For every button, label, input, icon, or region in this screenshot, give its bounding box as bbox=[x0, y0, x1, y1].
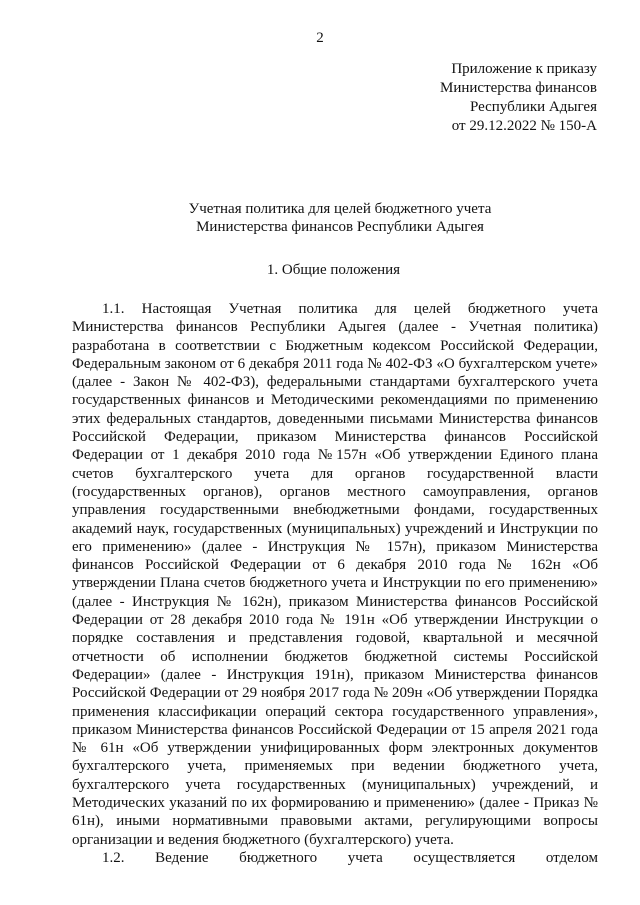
page-number: 2 bbox=[316, 30, 324, 46]
document-title-line: Учетная политика для целей бюджетного учета bbox=[188, 201, 492, 217]
appendix-line: Министерства финансов bbox=[440, 80, 597, 96]
paragraph-1-2: 1.2. Ведение бюджетного учета осуществляется отделом bbox=[102, 849, 598, 866]
section-heading: 1. Общие положения bbox=[266, 262, 401, 278]
appendix-line: от 29.12.2022 № 150-А bbox=[451, 118, 597, 134]
appendix-line: Республики Адыгея bbox=[469, 99, 597, 115]
document-body bbox=[72, 300, 598, 867]
appendix-block bbox=[440, 60, 597, 136]
document-title bbox=[0, 200, 640, 236]
paragraph-1-1: 1.1. Настоящая Учетная политика для целей бюджетного учета Министерства финансов Республики Адыгея (далее - Учетная политика) разработана в соответствии с Бюджетным кодексом Российской Федерации, Федеральным законом от 6 декабря 2011 года № 402-ФЗ «О бухгалтерском учете» (далее - Закон № 402-ФЗ), федеральными стандартами бухгалтерского учета государственных финансов и Методическими рекомендациями по применению этих федеральных стандартов, доведенными письмами Министерства финансов Российской Федерации, приказом Министерства финансов Российской Федерации от 1 декабря 2010 года №157н «Об утверждении Единого плана счетов бухгалтерского учета для органов государственной власти (государственных органов), органов местного самоуправления, органов управления государственными внебюджетными фондами, государственных академий наук, государственных (муниципальных) учреждений и Инструкции по его применению» (далее - Инструкция № 157н), приказом Министерства финансов Российской Федерации от 6 декабря 2010 года № 162н «Об утверждении Плана счетов бюджетного учета и Инструкции по его применению» (далее - Инструкция № 162н), приказом Министерства финансов Российской Федерации от 28 декабря 2010 года № 191н «Об утверждении Инструкции о порядке составления и представления годовой, квартальной и месячной отчетности об исполнении бюджетов бюджетной системы Российской Федерации» (далее - Инструкция 191н), приказом Министерства финансов Российской Федерации от 29 ноября 2017 года № 209н «Об утверждении Порядка применения классификации операций сектора государственного управления», приказом Министерства финансов Российской Федерации от 15 апреля 2021 года № 61н «Об утверждении унифицированных форм электронных документов бухгалтерского учета, применяемых при ведении бюджетного учета, бухгалтерского учета государственных (муниципальных) учреждений, и Методических указаний по их формированию и применению» (далее - Приказ № 61н), иными нормативными правовыми актами, регулирующими вопросы организации и ведения бюджетного (бухгалтерского) учета. bbox=[72, 301, 598, 848]
document-title-line: Министерства финансов Республики Адыгея bbox=[196, 219, 484, 235]
appendix-line: Приложение к приказу bbox=[451, 61, 597, 77]
